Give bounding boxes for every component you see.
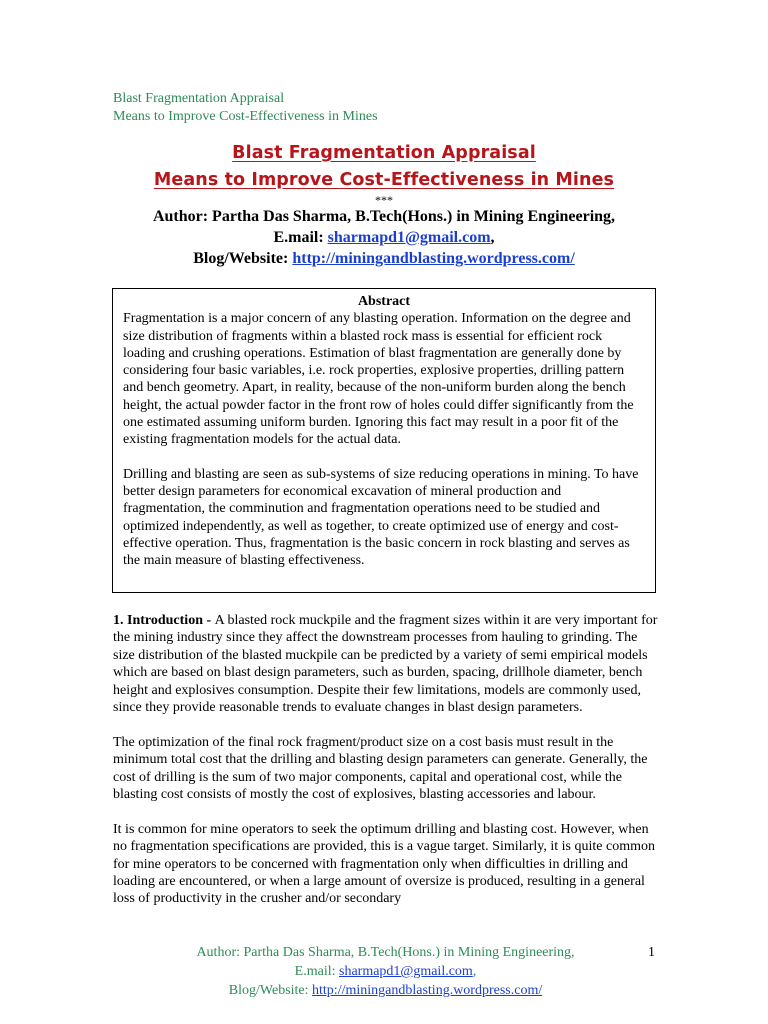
header-line-2: Means to Improve Cost-Effectiveness in Mines: [113, 109, 378, 124]
title-line-2: Means to Improve Cost-Effectiveness in Mines: [153, 170, 615, 190]
running-footer: [113, 943, 658, 1000]
abstract-paragraph-1: Fragmentation is a major concern of any blasting operation. Information on the degree and size distribution of fragments within a blasted rock mass is essential for efficient rock loading and crushing operations. Estimation of blast fragmentation are generally done by considering four basic variables, i.e. rock properties, explosive properties, drilling pattern and bench geometry. Apart, in reality, because of the non-uniform burden along the bench height, the actual powder factor in the front row of holes could differ significantly from the one estimated assuming uniform burden. Ignoring this fact may result in a poor fit of the existing fragmentation models for the actual data.: [123, 311, 634, 448]
author-name: Author: Partha Das Sharma, B.Tech(Hons.) in Mining Engineering,: [152, 208, 616, 225]
author-email-suffix: ,: [490, 229, 495, 246]
title-separator: ***: [375, 193, 393, 207]
intro-paragraph: [113, 612, 658, 716]
footer-blog-link[interactable]: http://miningandblasting.wordpress.com/: [312, 983, 543, 998]
title-block: [0, 140, 768, 269]
page-number: 1: [648, 945, 655, 960]
author-email-line: [0, 227, 768, 248]
footer-author: Author: Partha Das Sharma, B.Tech(Hons.) in Mining Engineering,: [196, 945, 575, 960]
abstract-paragraph-2: Drilling and blasting are seen as sub-systems of size reducing operations in mining. To have better design parameters for economical excavation of mineral production and fragmentation, the comminution and fragmentation operations need to be studied and optimized independently, as well as together, to create optimized use of energy and cost-effective operation. Thus, fragmentation is the basic concern in rock blasting and serves as the main measure of blasting effectiveness.: [123, 466, 639, 569]
footer-blog-label: Blog/Website:: [228, 983, 313, 998]
footer-email-link[interactable]: sharmapd1@gmail.com: [339, 964, 473, 979]
author-blog-label: Blog/Website:: [193, 250, 293, 267]
author-email-link[interactable]: sharmapd1@gmail.com: [327, 229, 491, 246]
header-line-1: Blast Fragmentation Appraisal: [113, 91, 285, 106]
author-blog-line: [0, 248, 768, 269]
author-blog-link[interactable]: http://miningandblasting.wordpress.com/: [292, 250, 575, 267]
footer-blog-line: [113, 981, 658, 1000]
author-email-label: E.mail:: [273, 229, 328, 246]
body-paragraph-3: It is common for mine operators to seek the optimum drilling and blasting cost. However, when no fragmentation specifications are provided, this is a vague target. Similarly, it is quite common for mine operators to be concerned with fragmentation only when difficulties in drilling and loading are encountered, or when a large amount of oversize is produced, resulting in a general loss of productivity in the crusher and/or secondary: [113, 821, 655, 907]
footer-email-label: E.mail:: [294, 964, 339, 979]
title-line-1: Blast Fragmentation Appraisal: [232, 143, 536, 163]
footer-email-suffix: ,: [472, 964, 477, 979]
intro-heading: 1. Introduction -: [113, 613, 215, 628]
abstract-heading: Abstract: [357, 294, 411, 309]
body-text: [113, 612, 658, 925]
intro-text: A blasted rock muckpile and the fragment sizes within it are very important for the mining industry since they affect the downstream processes from hauling to grinding. The size distribution of the blasted muckpile can be predicted by a variety of semi empirical models which are based on blast design parameters, such as burden, spacing, drillhole diameter, bench height and explosives consumption. Despite their few limitations, models are commonly used, since they provide reasonable trends to evaluate changes in blast design parameters.: [113, 613, 658, 716]
abstract-box: [112, 288, 656, 593]
footer-email-line: [113, 962, 658, 981]
running-header: [113, 90, 378, 126]
body-paragraph-2: The optimization of the final rock fragment/product size on a cost basis must result in the minimum total cost that the drilling and blasting design parameters can generate. Generally, the cost of drilling is the sum of two major components, capital and operational cost, while the blasting cost consists of mostly the cost of explosives, blasting accessories and labour.: [113, 734, 648, 803]
